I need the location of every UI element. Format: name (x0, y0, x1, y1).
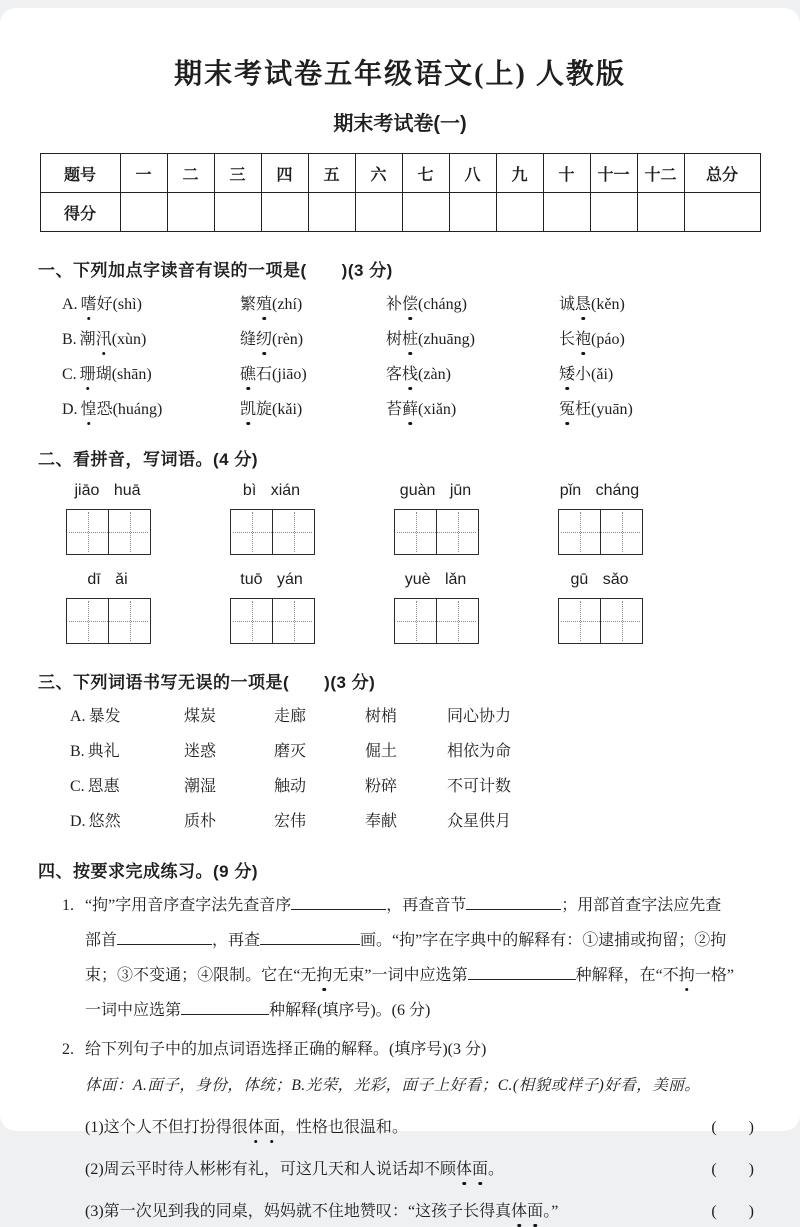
writing-cell[interactable] (272, 599, 314, 643)
option-row-c (70, 776, 800, 798)
col-header: 六 (355, 154, 402, 193)
question-1-line-3 (85, 964, 758, 987)
col-header: 九 (496, 154, 543, 193)
score-cell[interactable] (308, 193, 355, 232)
writing-box[interactable] (66, 598, 151, 644)
word-with-pinyin: 矮小(ǎi) (559, 364, 800, 386)
section3-heading: 三、下列词语书写无误的一项是( )(3 分) (38, 673, 376, 692)
sentence-item-3 (85, 1200, 754, 1223)
writing-cell[interactable] (600, 599, 642, 643)
pinyin-group (558, 482, 641, 555)
word-with-pinyin: 惶恐(huáng) (81, 401, 163, 418)
writing-cell[interactable] (436, 510, 478, 554)
score-cell[interactable] (214, 193, 261, 232)
word: 恩惠 (87, 778, 120, 795)
option-label: D. (70, 813, 86, 830)
word: 粉碎 (365, 778, 398, 795)
word: 奉献 (365, 813, 398, 830)
definition-line: 体面：A.面子，身份，体统；B.光荣，光彩，面子上好看；C.(相貌或样子)好看，美丽。 (85, 1077, 701, 1094)
col-header: 五 (308, 154, 355, 193)
question-text: 画。“拘”字在字典中的解释有：①逮捕或拘留；②拘 (360, 932, 727, 949)
word: 质朴 (184, 813, 217, 830)
option-label: D. (62, 401, 78, 418)
question-text: ，再查 (212, 932, 261, 949)
word-with-pinyin: 珊瑚(shān) (80, 366, 152, 383)
pinyin-row-1 (66, 482, 800, 555)
col-header: 七 (402, 154, 449, 193)
cell (62, 399, 240, 421)
option-row-a (70, 706, 800, 728)
writing-cell[interactable] (559, 510, 600, 554)
question-number-label: 题号 (40, 154, 120, 193)
word: 倔土 (365, 743, 398, 760)
blank-line[interactable] (117, 929, 212, 945)
blank-line[interactable] (291, 894, 386, 910)
col-header: 四 (261, 154, 308, 193)
word: 悠然 (88, 813, 121, 830)
cell (70, 706, 184, 728)
question-text: ；用部首查字法应先查 (561, 897, 722, 914)
question-2-heading (62, 1038, 758, 1061)
option-row-c (62, 364, 800, 386)
sentence-item-1 (85, 1116, 754, 1139)
pinyin-group (558, 571, 641, 644)
answer-parens[interactable]: ( ) (711, 1119, 754, 1136)
word-with-pinyin: 潮汛(xùn) (80, 331, 147, 348)
blank-line[interactable] (466, 894, 561, 910)
cell (70, 811, 184, 833)
col-header: 三 (214, 154, 261, 193)
word-with-pinyin: 长袍(páo) (559, 329, 800, 351)
col-header: 十二 (637, 154, 684, 193)
section4-heading: 四、按要求完成练习。(9 分) (38, 862, 258, 881)
pinyin-label: bì xián (242, 482, 301, 499)
score-cell[interactable] (120, 193, 167, 232)
question-number: 2. (62, 1041, 74, 1058)
cell (62, 294, 240, 316)
cell (70, 776, 184, 798)
question-text: 部首 (85, 932, 118, 949)
word: 潮湿 (184, 778, 217, 795)
pinyin-label: yuè lǎn (404, 571, 467, 588)
writing-box[interactable] (558, 598, 643, 644)
score-cell[interactable] (355, 193, 402, 232)
section2-heading: 二、看拼音，写词语。(4 分) (38, 450, 258, 469)
score-table-header-row (40, 154, 760, 193)
score-cell[interactable] (496, 193, 543, 232)
sentence-text: (3)第一次见到我的同桌，妈妈就不住地赞叹：“这孩子长得真体面。” (85, 1200, 558, 1223)
word-with-pinyin: 诚恳(kěn) (559, 294, 800, 316)
writing-cell[interactable] (272, 510, 314, 554)
option-row-a (62, 294, 800, 316)
score-cell[interactable] (449, 193, 496, 232)
option-row-b (62, 329, 800, 351)
word: 众星供月 (447, 813, 512, 830)
score-table-score-row (40, 193, 760, 232)
option-label: B. (62, 331, 77, 348)
option-label: C. (70, 778, 85, 795)
word-with-pinyin: 树桩(zhuāng) (386, 329, 559, 351)
sentence-text: (2)周云平时待人彬彬有礼，可这几天和人说话却不顾体面。 (85, 1158, 504, 1181)
question-text: 种解释，在“不拘一格” (576, 967, 734, 984)
score-cell[interactable] (590, 193, 637, 232)
pinyin-group (394, 482, 477, 555)
word-with-pinyin: 客栈(zàn) (386, 364, 559, 386)
word-with-pinyin: 缝纫(rèn) (240, 329, 386, 351)
cell (70, 741, 184, 763)
word-with-pinyin: 繁殖(zhí) (240, 294, 386, 316)
question-text: 一词中应选第 (85, 1002, 182, 1019)
word: 暴发 (88, 708, 121, 725)
word: 不可计数 (447, 778, 512, 795)
writing-cell[interactable] (108, 510, 150, 554)
blank-line[interactable] (468, 964, 576, 980)
writing-cell[interactable] (231, 599, 272, 643)
writing-cell[interactable] (600, 510, 642, 554)
word: 树梢 (365, 708, 398, 725)
word-with-pinyin: 礁石(jiāo) (240, 364, 386, 386)
exam-paper-page (0, 8, 800, 1220)
blank-line[interactable] (181, 999, 269, 1015)
word-with-pinyin: 苔藓(xiǎn) (386, 399, 559, 421)
word-with-pinyin: 嗜好(shì) (81, 296, 142, 313)
option-label: A. (70, 708, 86, 725)
pinyin-label: gū sǎo (570, 571, 629, 588)
question-text: ，再查音节 (386, 897, 467, 914)
score-cell[interactable] (543, 193, 590, 232)
exam-subtitle: 期末考试卷(一) (333, 113, 467, 135)
col-header: 二 (167, 154, 214, 193)
option-row-b (70, 741, 800, 763)
option-label: A. (62, 296, 78, 313)
score-cell[interactable] (261, 193, 308, 232)
writing-box[interactable] (394, 598, 479, 644)
pinyin-group (394, 571, 477, 644)
score-cell[interactable] (167, 193, 214, 232)
question-text: 给下列句子中的加点词语选择正确的解释。(填序号)(3 分) (85, 1041, 487, 1058)
col-header: 十一 (590, 154, 637, 193)
word: 相依为命 (447, 743, 512, 760)
writing-box[interactable] (66, 509, 151, 555)
sentence-text: (1)这个人不但打扮得很体面，性格也很温和。 (85, 1116, 408, 1139)
score-cell[interactable] (402, 193, 449, 232)
option-row-d (70, 811, 800, 833)
word: 磨灭 (274, 743, 307, 760)
word: 迷惑 (184, 743, 217, 760)
col-header: 十 (543, 154, 590, 193)
writing-cell[interactable] (231, 510, 272, 554)
writing-box[interactable] (230, 598, 315, 644)
word: 触动 (274, 778, 307, 795)
writing-cell[interactable] (559, 599, 600, 643)
question-text: 种解释(填序号)。(6 分) (269, 1002, 431, 1019)
question-number: 1. (62, 897, 74, 914)
answer-parens[interactable]: ( ) (711, 1203, 754, 1220)
cell (62, 329, 240, 351)
pinyin-label: tuō yán (240, 571, 303, 588)
writing-cell[interactable] (108, 599, 150, 643)
question-1-line-2 (85, 929, 758, 952)
question-1-line-1 (62, 894, 758, 917)
score-label: 得分 (40, 193, 120, 232)
score-table (40, 153, 761, 232)
option-row-d (62, 399, 800, 421)
word-with-pinyin: 补偿(cháng) (386, 294, 559, 316)
option-label: B. (70, 743, 85, 760)
blank-line[interactable] (260, 929, 360, 945)
writing-cell[interactable] (395, 599, 436, 643)
pinyin-group (66, 482, 149, 555)
pinyin-label: jiāo huā (74, 482, 141, 499)
writing-box[interactable] (230, 509, 315, 555)
col-header: 八 (449, 154, 496, 193)
pinyin-row-2 (66, 571, 800, 644)
word: 宏伟 (274, 813, 307, 830)
writing-cell[interactable] (67, 599, 108, 643)
section1-heading: 一、下列加点字读音有误的一项是( )(3 分) (38, 261, 393, 280)
writing-cell[interactable] (436, 599, 478, 643)
col-header: 一 (120, 154, 167, 193)
pinyin-label: pǐn cháng (559, 482, 640, 499)
col-header-total: 总分 (684, 154, 760, 193)
writing-box[interactable] (394, 509, 479, 555)
score-cell[interactable] (637, 193, 684, 232)
pinyin-group (66, 571, 149, 644)
question-1-line-4 (85, 999, 758, 1022)
pinyin-group (230, 482, 313, 555)
word: 典礼 (87, 743, 120, 760)
sentence-item-2 (85, 1158, 754, 1181)
pinyin-group (230, 571, 313, 644)
question-text: 束；③不变通；④限制。它在“无拘无束”一词中应选第 (85, 967, 468, 984)
question-text: “拘”字用音序查字法先查音序 (85, 897, 292, 914)
answer-parens[interactable]: ( ) (711, 1161, 754, 1178)
word: 煤炭 (184, 708, 217, 725)
word: 同心协力 (447, 708, 512, 725)
word-with-pinyin: 冤枉(yuān) (559, 399, 800, 421)
word: 走廊 (274, 708, 307, 725)
pinyin-label: guàn jūn (399, 482, 472, 499)
writing-cell[interactable] (395, 510, 436, 554)
score-cell-total[interactable] (684, 193, 760, 232)
writing-cell[interactable] (67, 510, 108, 554)
option-label: C. (62, 366, 77, 383)
pinyin-label: dī ǎi (87, 571, 128, 588)
cell (62, 364, 240, 386)
page-title: 期末考试卷五年级语文(上) 人教版 (174, 59, 626, 90)
word-with-pinyin: 凯旋(kǎi) (240, 399, 386, 421)
writing-box[interactable] (558, 509, 643, 555)
